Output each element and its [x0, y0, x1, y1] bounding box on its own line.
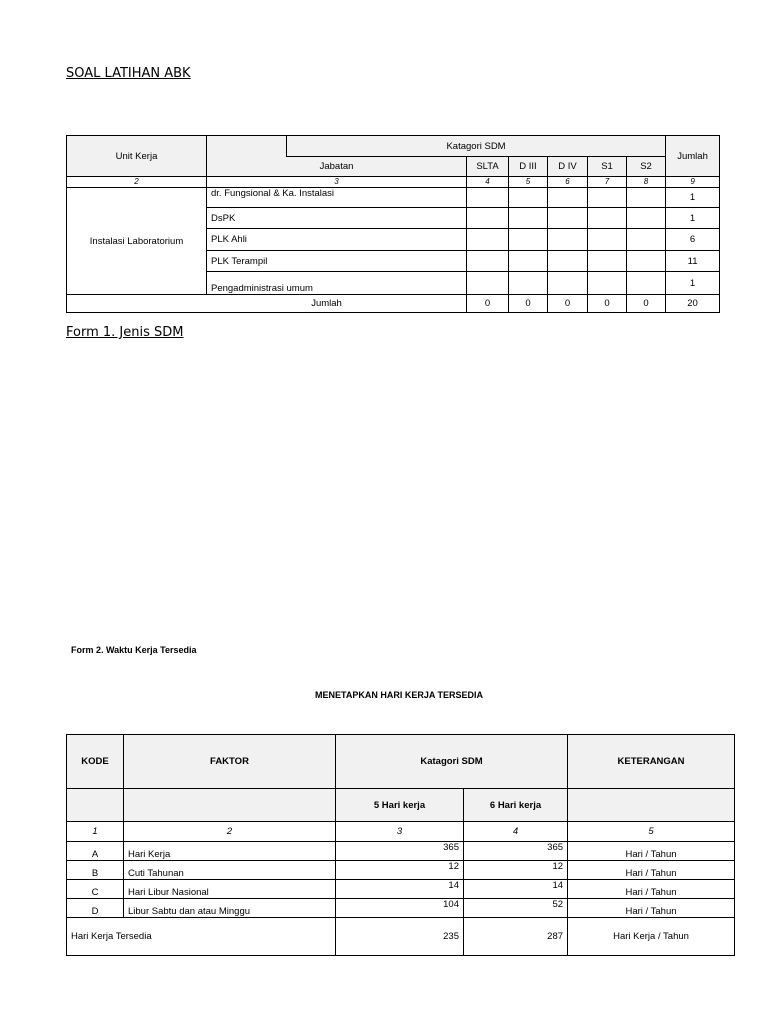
form2-label: Form 2. Waktu Kerja Tersedia — [71, 645, 197, 655]
unit-cell: Instalasi Laboratorium — [67, 188, 207, 295]
five-day-cell: 104 — [336, 899, 464, 918]
total-five-day: 235 — [336, 918, 464, 956]
total-s2: 0 — [627, 295, 666, 313]
jumlah-cell: 1 — [666, 272, 720, 295]
col-number: 2 — [124, 822, 336, 842]
keterangan-cell: Hari / Tahun — [568, 842, 735, 861]
col-number: 8 — [627, 177, 666, 188]
col-number: 5 — [509, 177, 548, 188]
header-blank — [207, 136, 287, 157]
faktor-cell: Hari Libur Nasional — [124, 880, 336, 899]
form2-hari-kerja-table — [66, 734, 735, 956]
faktor-cell: Libur Sabtu dan atau Minggu — [124, 899, 336, 918]
col-number: 4 — [464, 822, 568, 842]
total-slta: 0 — [467, 295, 509, 313]
total-d4: 0 — [548, 295, 588, 313]
form1-jenis-sdm-table — [66, 135, 720, 313]
total-s1: 0 — [588, 295, 627, 313]
total-jumlah: 20 — [666, 295, 720, 313]
header-jabatan: Jabatan — [207, 157, 467, 177]
col-number: 3 — [336, 822, 464, 842]
six-day-cell: 365 — [464, 842, 568, 861]
keterangan-cell: Hari / Tahun — [568, 899, 735, 918]
col-number: 7 — [588, 177, 627, 188]
header-kode: KODE — [67, 735, 124, 789]
kode-cell: B — [67, 861, 124, 880]
header-jumlah: Jumlah — [666, 136, 720, 177]
total-six-day: 287 — [464, 918, 568, 956]
table-row — [67, 188, 720, 208]
five-day-cell: 14 — [336, 880, 464, 899]
faktor-cell: Hari Kerja — [124, 842, 336, 861]
table-row — [67, 880, 735, 899]
jabatan-cell: dr. Fungsional & Ka. Instalasi — [207, 188, 467, 208]
col-number: 1 — [67, 822, 124, 842]
jumlah-cell: 1 — [666, 188, 720, 208]
keterangan-cell: Hari / Tahun — [568, 861, 735, 880]
six-day-cell: 52 — [464, 899, 568, 918]
header-keterangan: KETERANGAN — [568, 735, 735, 789]
table-row — [67, 842, 735, 861]
six-day-cell: 14 — [464, 880, 568, 899]
header-5-hari: 5 Hari kerja — [336, 789, 464, 822]
header-6-hari: 6 Hari kerja — [464, 789, 568, 822]
jabatan-cell: Pengadministrasi umum — [207, 272, 467, 295]
six-day-cell: 12 — [464, 861, 568, 880]
col-number: 3 — [207, 177, 467, 188]
total-row — [67, 918, 735, 956]
header-blank — [67, 789, 124, 822]
header-katagori-sdm: Katagori SDM — [287, 136, 666, 157]
header-faktor: FAKTOR — [124, 735, 336, 789]
header-s1: S1 — [588, 157, 627, 177]
header-s2: S2 — [627, 157, 666, 177]
col-number: 5 — [568, 822, 735, 842]
col-number: 2 — [67, 177, 207, 188]
header-blank — [124, 789, 336, 822]
jumlah-cell: 11 — [666, 251, 720, 272]
jumlah-cell: 6 — [666, 229, 720, 251]
jumlah-cell: 1 — [666, 208, 720, 229]
header-unit-kerja: Unit Kerja — [67, 136, 207, 177]
faktor-cell: Cuti Tahunan — [124, 861, 336, 880]
keterangan-cell: Hari / Tahun — [568, 880, 735, 899]
total-row — [67, 295, 720, 313]
form2-heading: MENETAPKAN HARI KERJA TERSEDIA — [314, 690, 483, 700]
header-d4: D IV — [548, 157, 588, 177]
col-number: 6 — [548, 177, 588, 188]
total-d3: 0 — [509, 295, 548, 313]
table-row — [67, 899, 735, 918]
kode-cell: A — [67, 842, 124, 861]
five-day-cell: 365 — [336, 842, 464, 861]
total-label: Jumlah — [67, 295, 467, 313]
jabatan-cell: PLK Terampil — [207, 251, 467, 272]
header-slta: SLTA — [467, 157, 509, 177]
jabatan-cell: PLK Ahli — [207, 229, 467, 251]
header-blank — [568, 789, 735, 822]
table-row — [67, 861, 735, 880]
header-katagori-sdm: Katagori SDM — [336, 735, 568, 789]
kode-cell: C — [67, 880, 124, 899]
form1-caption: Form 1. Jenis SDM — [66, 325, 184, 340]
document-title: SOAL LATIHAN ABK — [66, 66, 191, 81]
header-d3: D III — [509, 157, 548, 177]
kode-cell: D — [67, 899, 124, 918]
five-day-cell: 12 — [336, 861, 464, 880]
col-number: 4 — [467, 177, 509, 188]
total-label: Hari Kerja Tersedia — [67, 918, 336, 956]
jabatan-cell: DsPK — [207, 208, 467, 229]
col-number: 9 — [666, 177, 720, 188]
total-keterangan: Hari Kerja / Tahun — [568, 918, 735, 956]
